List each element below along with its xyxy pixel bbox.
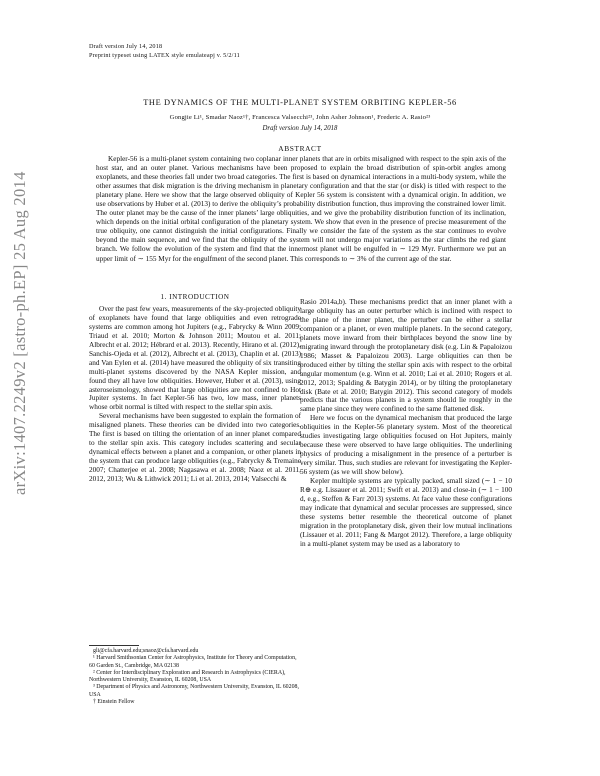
abstract-heading: ABSTRACT <box>278 144 322 153</box>
author-list: Gongjie Li¹, Smadar Naoz¹†, Francesca Valsecchi²³, John Asher Johnson¹, Frederic A. Rasio²³ <box>169 114 431 121</box>
intro-paragraph-2: Several mechanisms have been suggested to explain the formation of misaligned planets. These theories can be divided into two categories. The first is based on tilting the orientation of an inner planet compared to the stellar spin axis. This category includes scattering and secular dynamical effects between a planet and a companion, or other planets in the system that can produce large obliquities (e.g., Fabrycky & Tremaine 2007; Chatterjee et al. 2008; Nagasawa et al. 2008; Naoz et al. 2011, 2012, 2013; Wu & Lithwick 2011; Li et al. 2013, 2014; Valsecchi & <box>89 412 301 484</box>
intro-paragraph-4: Kepler multiple systems are typically packed, small sized (∼ 1 − 10 R⊕ e.g. Lissauer et al. 2011; Swift et al. 2013) and close-in (∼ 1 − 100 d, e.g., Steffen & Farr 2013) systems. At face value these configurations may indicate that dynamical and secular processes are suppressed, since these systems better resemble the theoretical outcome of planet migration in the protoplanetary disk, given their low mutual inclinations (Lissauer et al. 2011; Fang & Margot 2012). Therefore, a large obliquity in a multi-planet system may be used as a laboratory to <box>300 477 512 548</box>
footnote-einstein-fellow: † Einstein Fellow <box>93 699 135 706</box>
intro-paragraph-1: Over the past few years, measurements of the sky-projected obliquity of exoplanets have found that large obliquities and even retrograde systems are common among hot Jupiters (e.g., Fabrycky & Winn 2009; Triaud et al. 2010; Morton & Johnson 2011; Moutou et al. 2011; Albrecht et al. 2012; Hébrard et al. 2013). Recently, Hirano et al. (2012), Sanchis-Ojeda et al. (2012), Albrecht et al. (2013), Chaplin et al. (2013) and Van Eylen et al. (2014) have measured the obliquity of six transiting multi-planet systems discovered by the NASA Kepler mission, and found they all have low obliquities. However, Huber et al. (2013), using asteroseismology, showed that large obliquities are not confined to Hot Jupiter systems. In fact Kepler-56 has two, low mass, inner planets whose orbit normal is tilted with respect to the stellar spin axis. <box>89 304 301 412</box>
footnote-email: gli@cfa.harvard.edu;snaoz@cfa.harvard.edu <box>93 648 199 654</box>
header-preprint-line: Preprint typeset using LATEX style emulateapj v. 5/2/11 <box>89 52 240 59</box>
footnote-affiliation-1: ¹ Harvard Smithsonian Center for Astrophysics, Institute for Theory and Computation, 60 Garden St., Cambridge, MA 02138 <box>89 655 297 669</box>
right-column <box>300 298 512 549</box>
section-heading-introduction: 1. INTRODUCTION <box>160 293 230 301</box>
arxiv-stamp-text: arXiv:1407.2249v2 [astro-ph.EP] 25 Aug 2014 <box>10 171 29 495</box>
footnote-affiliation-3: ³ Department of Physics and Astronomy, Northwestern University, Evanston, IL 60208, USA <box>89 684 299 698</box>
left-column <box>89 293 301 484</box>
draft-date-line: Draft version July 14, 2018 <box>262 125 338 132</box>
footnotes <box>89 648 301 706</box>
intro-paragraph-2-continued: Rasio 2014a,b). These mechanisms predict that an inner planet with a large obliquity has an outer perturber which is inclined with respect to the plane of the inner planet, the perturber can be either a stellar companion or a planet, or even multiple planets. In the second category, planets move inward from their birthplaces beyond the snow line by migrating inward through the protoplanetary disk (e.g. Lin & Papaloizou 1986; Masset & Papaloizou 2003). Large obliquities can then be produced either by tilting the stellar spin axis with respect to the orbital angular momentum (e.g. Winn et al. 2010; Lai et al. 2010; Rogers et al. 2012, 2013; Spalding & Batygin 2014), or by tilting the protoplanetary disk (Bate et al. 2010; Batygin 2012). This second category of models predicts that the various planets in a system should lie roughly in the same plane since they were confined to the same flattened disk. <box>300 298 512 414</box>
abstract-body: Kepler-56 is a multi-planet system containing two coplanar inner planets that are in orbits misaligned with respect to the spin axis of the host star, and an outer planet. Various mechanisms have been proposed to explain the broad distribution of spin-orbit angles among exoplanets, and these theories fall under two broad categories. The first is based on dynamical interactions in a multi-body system, while the other assumes that disk migration is the driving mechanism in planetary configuration and that the star (or disk) is titled with respect to the planetary plane. Here we show that the large observed obliquity of Kepler 56 system is consistent with a dynamical origin. In addition, we use observations by Huber et al. (2013) to derive the obliquity’s probability distribution function, thus improving the constrained lower limit. The outer planet may be the cause of the inner planets’ large obliquities, and we give the probability distribution function of its inclination, which depends on the initial orbital configuration of the planetary system. We show that even in the presence of precise measurement of the true obliquity, one cannot distinguish the initial configurations. Finally we consider the fate of the system as the star continues to evolve beyond the main sequence, and we find that the obliquity of the system will not undergo major variations as the star climbs the red giant branch. We follow the evolution of the system and find that the innermost planet will be engulfed in ∼ 129 Myr. Furthermore we put an upper limit of ∼ 155 Myr for the engulfment of the second planet. This corresponds to ∼ 3% of the current age of the star. <box>96 155 506 263</box>
footnote-rule <box>89 645 139 646</box>
footnote-affiliation-2: ² Center for Interdisciplinary Exploration and Research in Astrophysics (CIERA), Northwestern University, Evanston, IL 60208, USA <box>89 669 286 684</box>
intro-paragraph-3: Here we focus on the dynamical mechanism that produced the large obliquities in the Kepler-56 planetary system. Most of the theoretical studies investigating large obliquities focused on Hot Jupiters, mainly because these were observed to have large obliquities. The underlining physics of producing a misalignment in the presence of a perturber is very similar. Thus, such studies are relevant for investigating the Kepler-56 system (as we will show below). <box>300 414 512 477</box>
running-header <box>89 42 240 60</box>
paper-title: THE DYNAMICS OF THE MULTI-PLANET SYSTEM ORBITING KEPLER-56 <box>143 98 457 107</box>
header-draft-version: Draft version July 14, 2018 <box>89 43 163 50</box>
